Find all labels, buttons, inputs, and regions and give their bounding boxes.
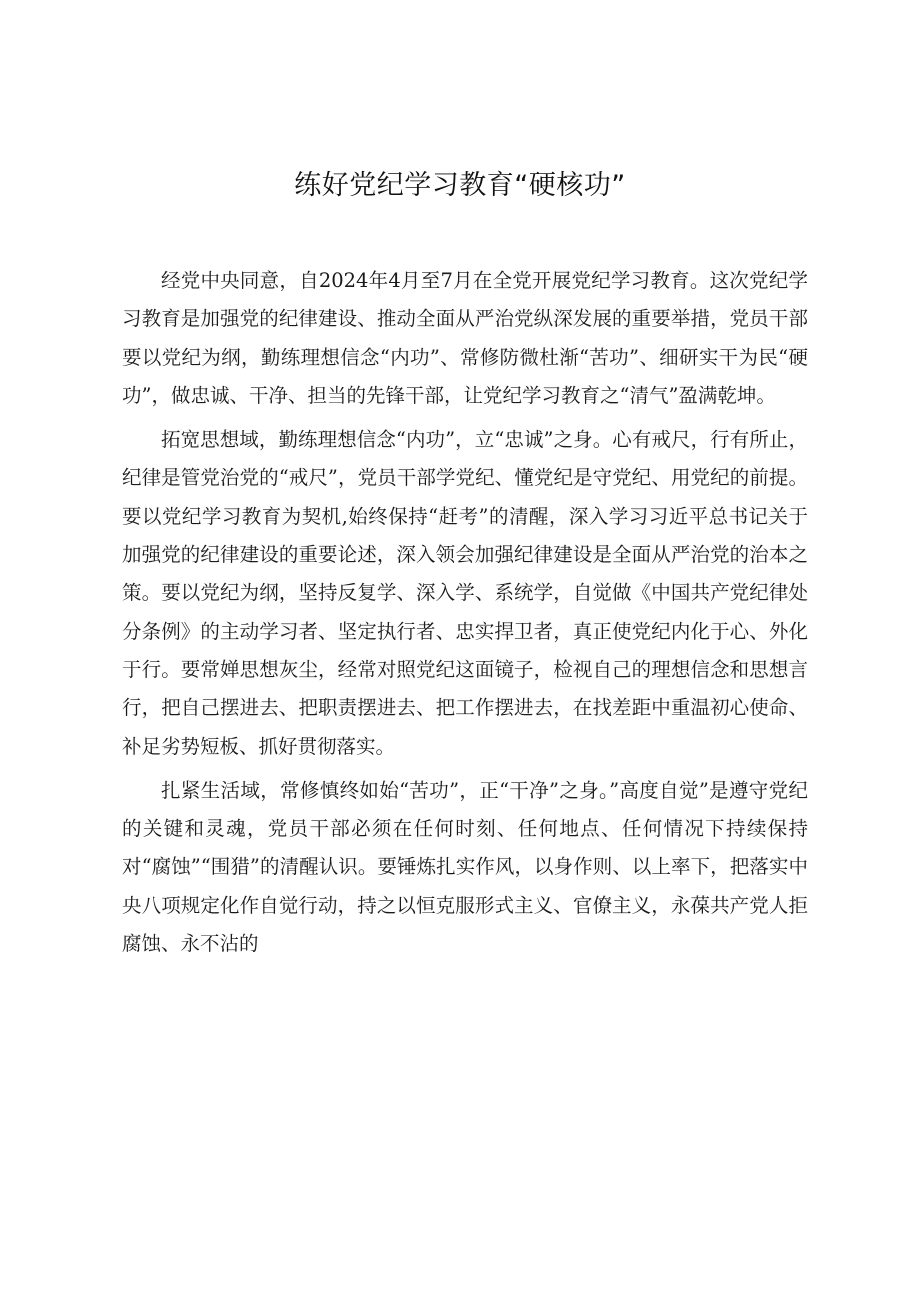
document-title: 练好党纪学习教育“硬核功” xyxy=(294,170,626,201)
paragraph-life: 扎紧生活域，常修慎终如始“苦功”，正“干净”之身。”高度自觉”是遵守党纪的关键和灵魂，党员干部必须在任何时刻、任何地点、任何情况下持续保持对“腐蚀”“围猎”的清醒认识。要锤炼扎实作风，以身作则、以上率下，把落实中央八项规定化作自觉行动，持之以恒克服形式主义、官僚主义，永葆共产党人拒腐蚀、永不沾的 xyxy=(122,778,808,956)
paragraph-intro: 经党中央同意，自2024年4月至7月在全党开展党纪学习教育。这次党纪学习教育是加强党的纪律建设、推动全面从严治党纵深发展的重要举措，党员干部要以党纪为纲，勤练理想信念“内功”、常修防微杜渐“苦功”、细研实干为民“硬功”，做忠诚、干净、担当的先锋干部，让党纪学习教育之“清气”盈满乾坤。 xyxy=(122,269,808,407)
paragraph-ideology: 拓宽思想域，勤练理想信念“内功”，立“忠诚”之身。心有戒尺，行有所止，纪律是管党治党的“戒尺”，党员干部学党纪、懂党纪是守党纪、用党纪的前提。要以党纪学习教育为契机,始终保持“赶考”的清醒，深入学习习近平总书记关于加强党的纪律建设的重要论述，深入领会加强纪律建设是全面从严治党的治本之策。要以党纪为纲，坚持反复学、深入学、系统学，自觉做《中国共产党纪律处分条例》的主动学习者、坚定执行者、忠实捍卫者，真正使党纪内化于心、外化于行。要常婵思想灰尘，经常对照党纪这面镜子，检视自己的理想信念和思想言行，把自己摆进去、把职责摆进去、把工作摆进去，在找差距中重温初心使命、补足劣势短板、抓好贯彻落实。 xyxy=(122,428,808,758)
document-body xyxy=(122,262,808,963)
